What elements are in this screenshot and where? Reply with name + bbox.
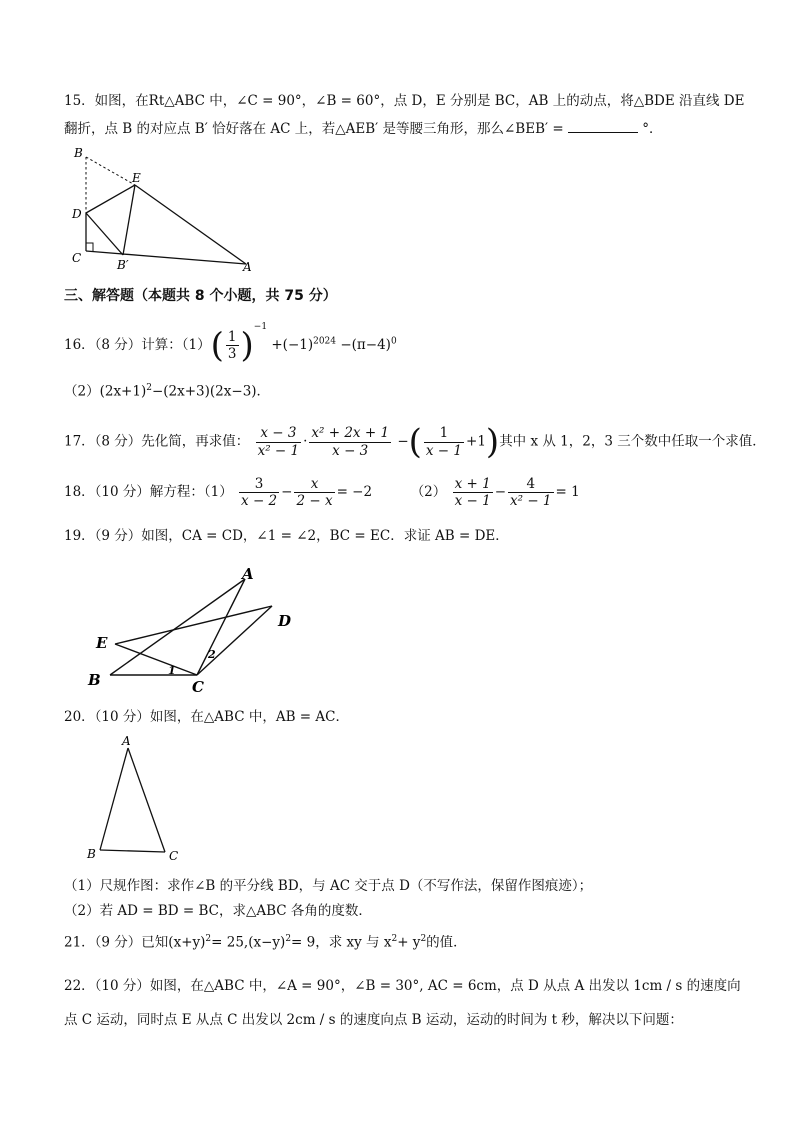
q16-prefix: 16．（8 分）计算：（1） bbox=[64, 337, 211, 353]
q20-part2: （2）若 AD = BD = BC，求△ABC 各角的度数． bbox=[64, 903, 372, 919]
q19-label-d: D bbox=[278, 612, 292, 630]
q15-label-c: C bbox=[72, 251, 82, 265]
q19-line: 19．（9 分）如图，CA = CD，∠1 = ∠2，BC = EC．求证 AB = DE． bbox=[64, 528, 509, 544]
q16-line2: $(2)(2x+1)^2-(2x+3)(2x-3)$． bbox=[64, 383, 271, 400]
q15-line2 bbox=[64, 120, 663, 137]
answer-blank bbox=[568, 120, 638, 133]
q19-label-b: B bbox=[88, 671, 101, 689]
q20-label-a: A bbox=[122, 734, 131, 748]
q19-angle-2: 2 bbox=[208, 648, 216, 661]
q20-part1: （1）尺规作图：求作∠B 的平分线 BD，与 AC 交于点 D（不写作法，保留作图痕迹）； bbox=[64, 878, 593, 894]
q15-text-b: 翻折，点 B 的对应点 B′ 恰好落在 AC 上，若△AEB′ 是等腰三角形，那么∠BEB′ = bbox=[64, 121, 564, 137]
q20-label-c: C bbox=[169, 849, 179, 863]
q22-line1: 22．（10 分）如图，在△ABC 中，∠A = 90°，∠B = 30°, AC = 6cm，点 D 从点 A 出发以 1cm / s 的速度向 bbox=[64, 978, 741, 994]
q16-line1: 16．（8 分）计算：（1）( $\frac{1}{3}$ )$^{-1} +(-1)^{2024} -(\pi-4)^0$ bbox=[64, 322, 397, 366]
q20-label-b: B bbox=[87, 847, 96, 861]
q21-line: 21．（9 分）已知$(x+y)^2= 25,(x-y)^2= 9$，求 xy 与 $x^2+ y^2$的值． bbox=[64, 934, 467, 951]
q22-line2: 点 C 运动，同时点 E 从点 C 出发以 2cm / s 的速度向点 B 运动，运动的时间为 t 秒，解决以下问题： bbox=[64, 1012, 683, 1028]
q19-figure bbox=[82, 562, 312, 697]
q19-angle-1: 1 bbox=[168, 664, 176, 677]
q20-line: 20．（10 分）如图，在△ABC 中，AB = AC． bbox=[64, 709, 349, 725]
q15-line1: 15．如图，在Rt△ABC 中，∠C = 90°，∠B = 60°，点 D，E 分别是 BC，AB 上的动点，将△BDE 沿直线 DE bbox=[64, 93, 745, 109]
q15-figure bbox=[60, 143, 260, 273]
q15-label-a: A bbox=[243, 260, 252, 274]
q19-label-c: C bbox=[192, 678, 204, 696]
q20-figure bbox=[80, 730, 190, 865]
q19-label-e: E bbox=[96, 634, 108, 652]
q18-line: 18．（10 分）解方程：（1） $\frac{3}{x - 2}$ − $\frac{x}{2 - x}$ = −2 （2） $\frac{x + 1}{x - 1}$ − $\frac{4}{\text{x² − 1}}$ = 1 bbox=[64, 476, 580, 510]
q15-label-b: B bbox=[74, 146, 83, 160]
q15-label-e: E bbox=[132, 171, 141, 185]
q15-label-bprime: B′ bbox=[117, 258, 129, 272]
section-heading: 三、解答题（本题共 8 个小题，共 75 分） bbox=[64, 288, 337, 304]
q15-label-d: D bbox=[72, 207, 82, 221]
q19-label-a: A bbox=[242, 565, 254, 583]
q17-line: 17．（8 分）先化简，再求值： $\frac{x - 3}{\text{x² − 1}}$ · $\frac{\text{x² + 2x + 1}}{x - 3}$ −( $\frac{1}{x - 1}$ +1)其中 x 从 1，2，3 三个数中任取一个求值． bbox=[64, 422, 766, 462]
q16-fraction: $\frac{1}{3}$ bbox=[227, 328, 237, 362]
q15-text-c: °． bbox=[642, 121, 663, 137]
